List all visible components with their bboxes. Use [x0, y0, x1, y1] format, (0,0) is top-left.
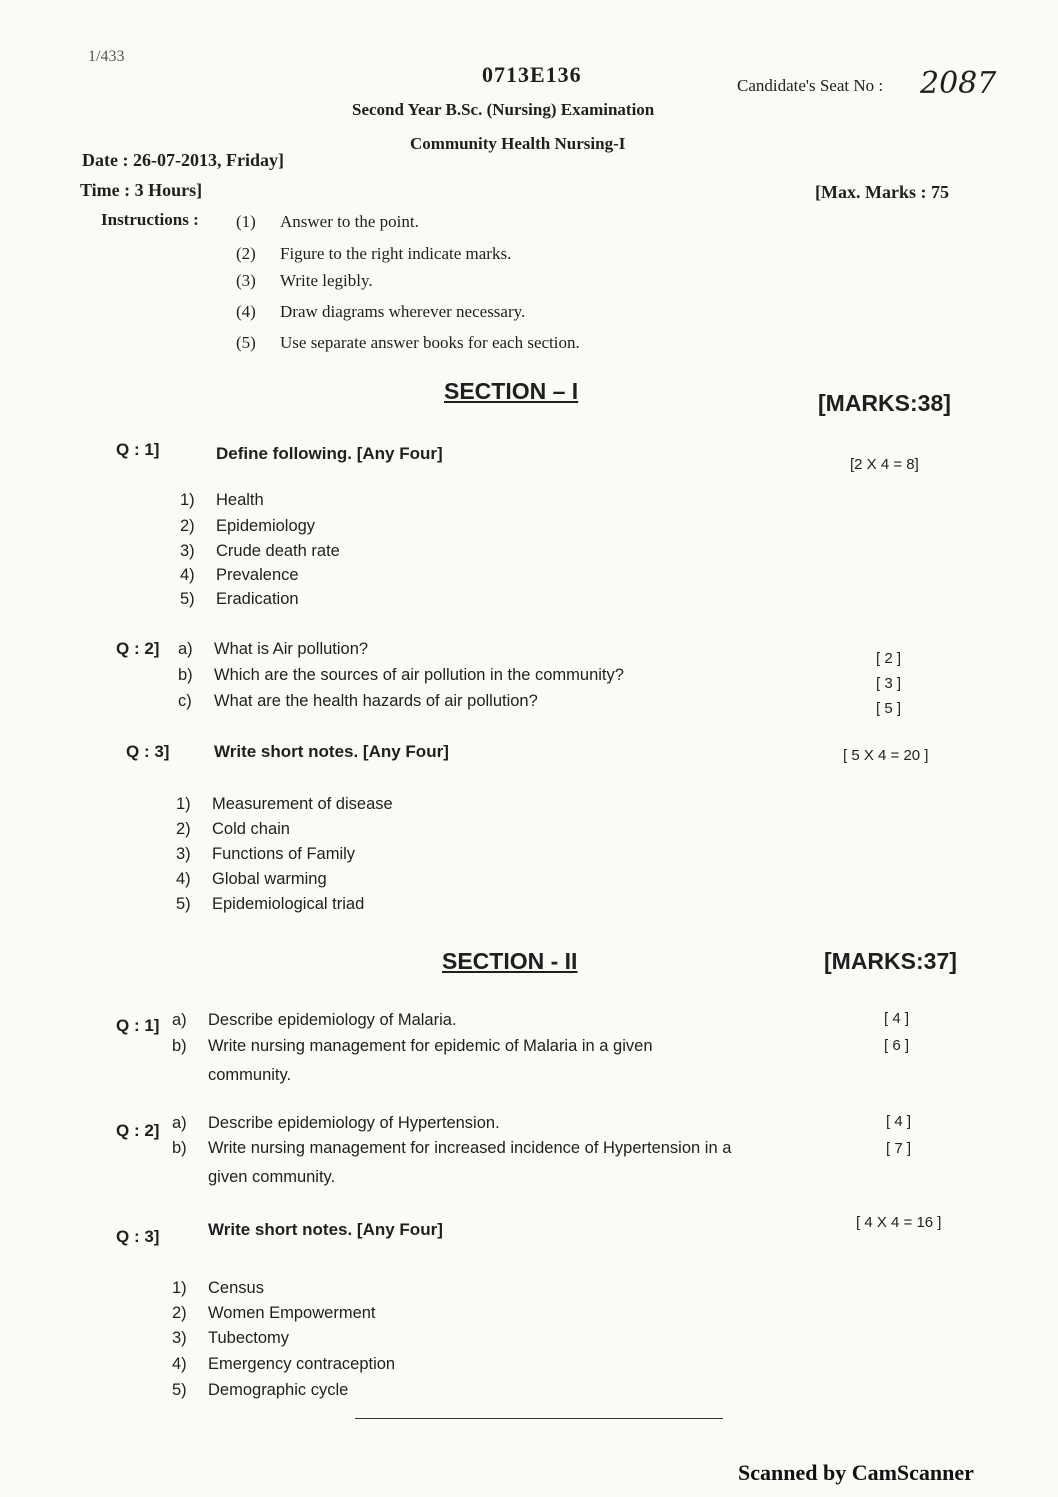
list-item: 3) Functions of Family [176, 845, 356, 863]
list-item: a) What is Air pollution? [178, 640, 369, 658]
list-item: a) Describe epidemiology of Malaria. [172, 1011, 457, 1029]
s1-q3-marks: [ 5 X 4 = 20 ] [843, 747, 929, 764]
list-item: b) Write nursing management for increased incidence of Hypertension in a [172, 1139, 732, 1157]
s2-q3-label: Q : 3] [116, 1227, 160, 1246]
s1-q2-label: Q : 2] [116, 639, 160, 658]
list-item: 2) Cold chain [176, 820, 290, 838]
scanner-watermark: Scanned by CamScanner [738, 1460, 974, 1485]
list-item: 4) Global warming [176, 870, 327, 888]
s1-q1-label: Q : 1] [116, 440, 160, 459]
instruction-item: (3) Write legibly. [236, 271, 373, 290]
marks-value: [ 7 ] [886, 1140, 912, 1157]
list-item: b) Write nursing management for epidemic of Malaria in a given [172, 1037, 653, 1055]
list-item: c) What are the health hazards of air pollution? [178, 692, 538, 710]
list-item: 5) Epidemiological triad [176, 895, 365, 913]
list-item: 1) Measurement of disease [176, 795, 393, 813]
section-2-title: SECTION - II [442, 948, 578, 974]
exam-title: Second Year B.Sc. (Nursing) Examination [352, 100, 655, 119]
exam-time: Time : 3 Hours] [80, 180, 203, 200]
marks-value: [ 4 ] [886, 1113, 912, 1130]
marks-value: [ 2 ] [876, 650, 902, 667]
s2-q2-label: Q : 2] [116, 1121, 160, 1140]
list-item-continued: given community. [208, 1168, 336, 1186]
instruction-item: (4) Draw diagrams wherever necessary. [236, 302, 526, 321]
list-item: 4) Prevalence [180, 566, 299, 584]
list-item: 2) Epidemiology [180, 517, 316, 535]
section-2-marks: [MARKS:37] [824, 948, 957, 974]
list-item: 1) Health [180, 491, 264, 509]
section-1-marks: [MARKS:38] [818, 390, 951, 416]
marks-value: [ 4 ] [884, 1010, 910, 1027]
max-marks: [Max. Marks : 75 [815, 182, 949, 202]
marks-value: [ 3 ] [876, 675, 902, 692]
instructions-label: Instructions : [101, 210, 199, 229]
s1-q3-heading: Write short notes. [Any Four] [214, 742, 449, 761]
list-item: 3) Tubectomy [172, 1329, 290, 1347]
list-item: 5) Demographic cycle [172, 1381, 349, 1399]
instruction-item: (2) Figure to the right indicate marks. [236, 244, 512, 263]
exam-date: Date : 26-07-2013, Friday] [82, 150, 284, 170]
marks-value: [ 6 ] [884, 1037, 910, 1054]
instruction-item: (5) Use separate answer books for each section. [236, 333, 580, 352]
s1-q1-heading: Define following. [Any Four] [216, 444, 443, 463]
list-item: 3) Crude death rate [180, 542, 340, 560]
instruction-item: (1) Answer to the point. [236, 212, 419, 231]
seat-number-handwritten: 2087 [920, 66, 997, 101]
s1-q1-marks: [2 X 4 = 8] [850, 456, 919, 473]
s2-q1-label: Q : 1] [116, 1016, 160, 1035]
list-item-continued: community. [208, 1066, 292, 1084]
list-item: 5) Eradication [180, 590, 299, 608]
page-reference: 1/433 [88, 48, 125, 65]
list-item: 4) Emergency contraception [172, 1355, 396, 1373]
list-item: 2) Women Empowerment [172, 1304, 376, 1322]
list-item: b) Which are the sources of air pollution in the community? [178, 666, 624, 684]
subject-title: Community Health Nursing-I [410, 134, 626, 153]
end-rule [355, 1418, 723, 1419]
s2-q3-heading: Write short notes. [Any Four] [208, 1220, 443, 1239]
seat-label: Candidate's Seat No : [737, 76, 884, 95]
section-1-title: SECTION – I [444, 378, 579, 404]
s2-q3-marks: [ 4 X 4 = 16 ] [856, 1214, 942, 1231]
list-item: 1) Census [172, 1279, 264, 1297]
paper-code: 0713E136 [482, 62, 582, 87]
list-item: a) Describe epidemiology of Hypertension. [172, 1114, 500, 1132]
s1-q3-label: Q : 3] [126, 742, 170, 761]
marks-value: [ 5 ] [876, 700, 902, 717]
